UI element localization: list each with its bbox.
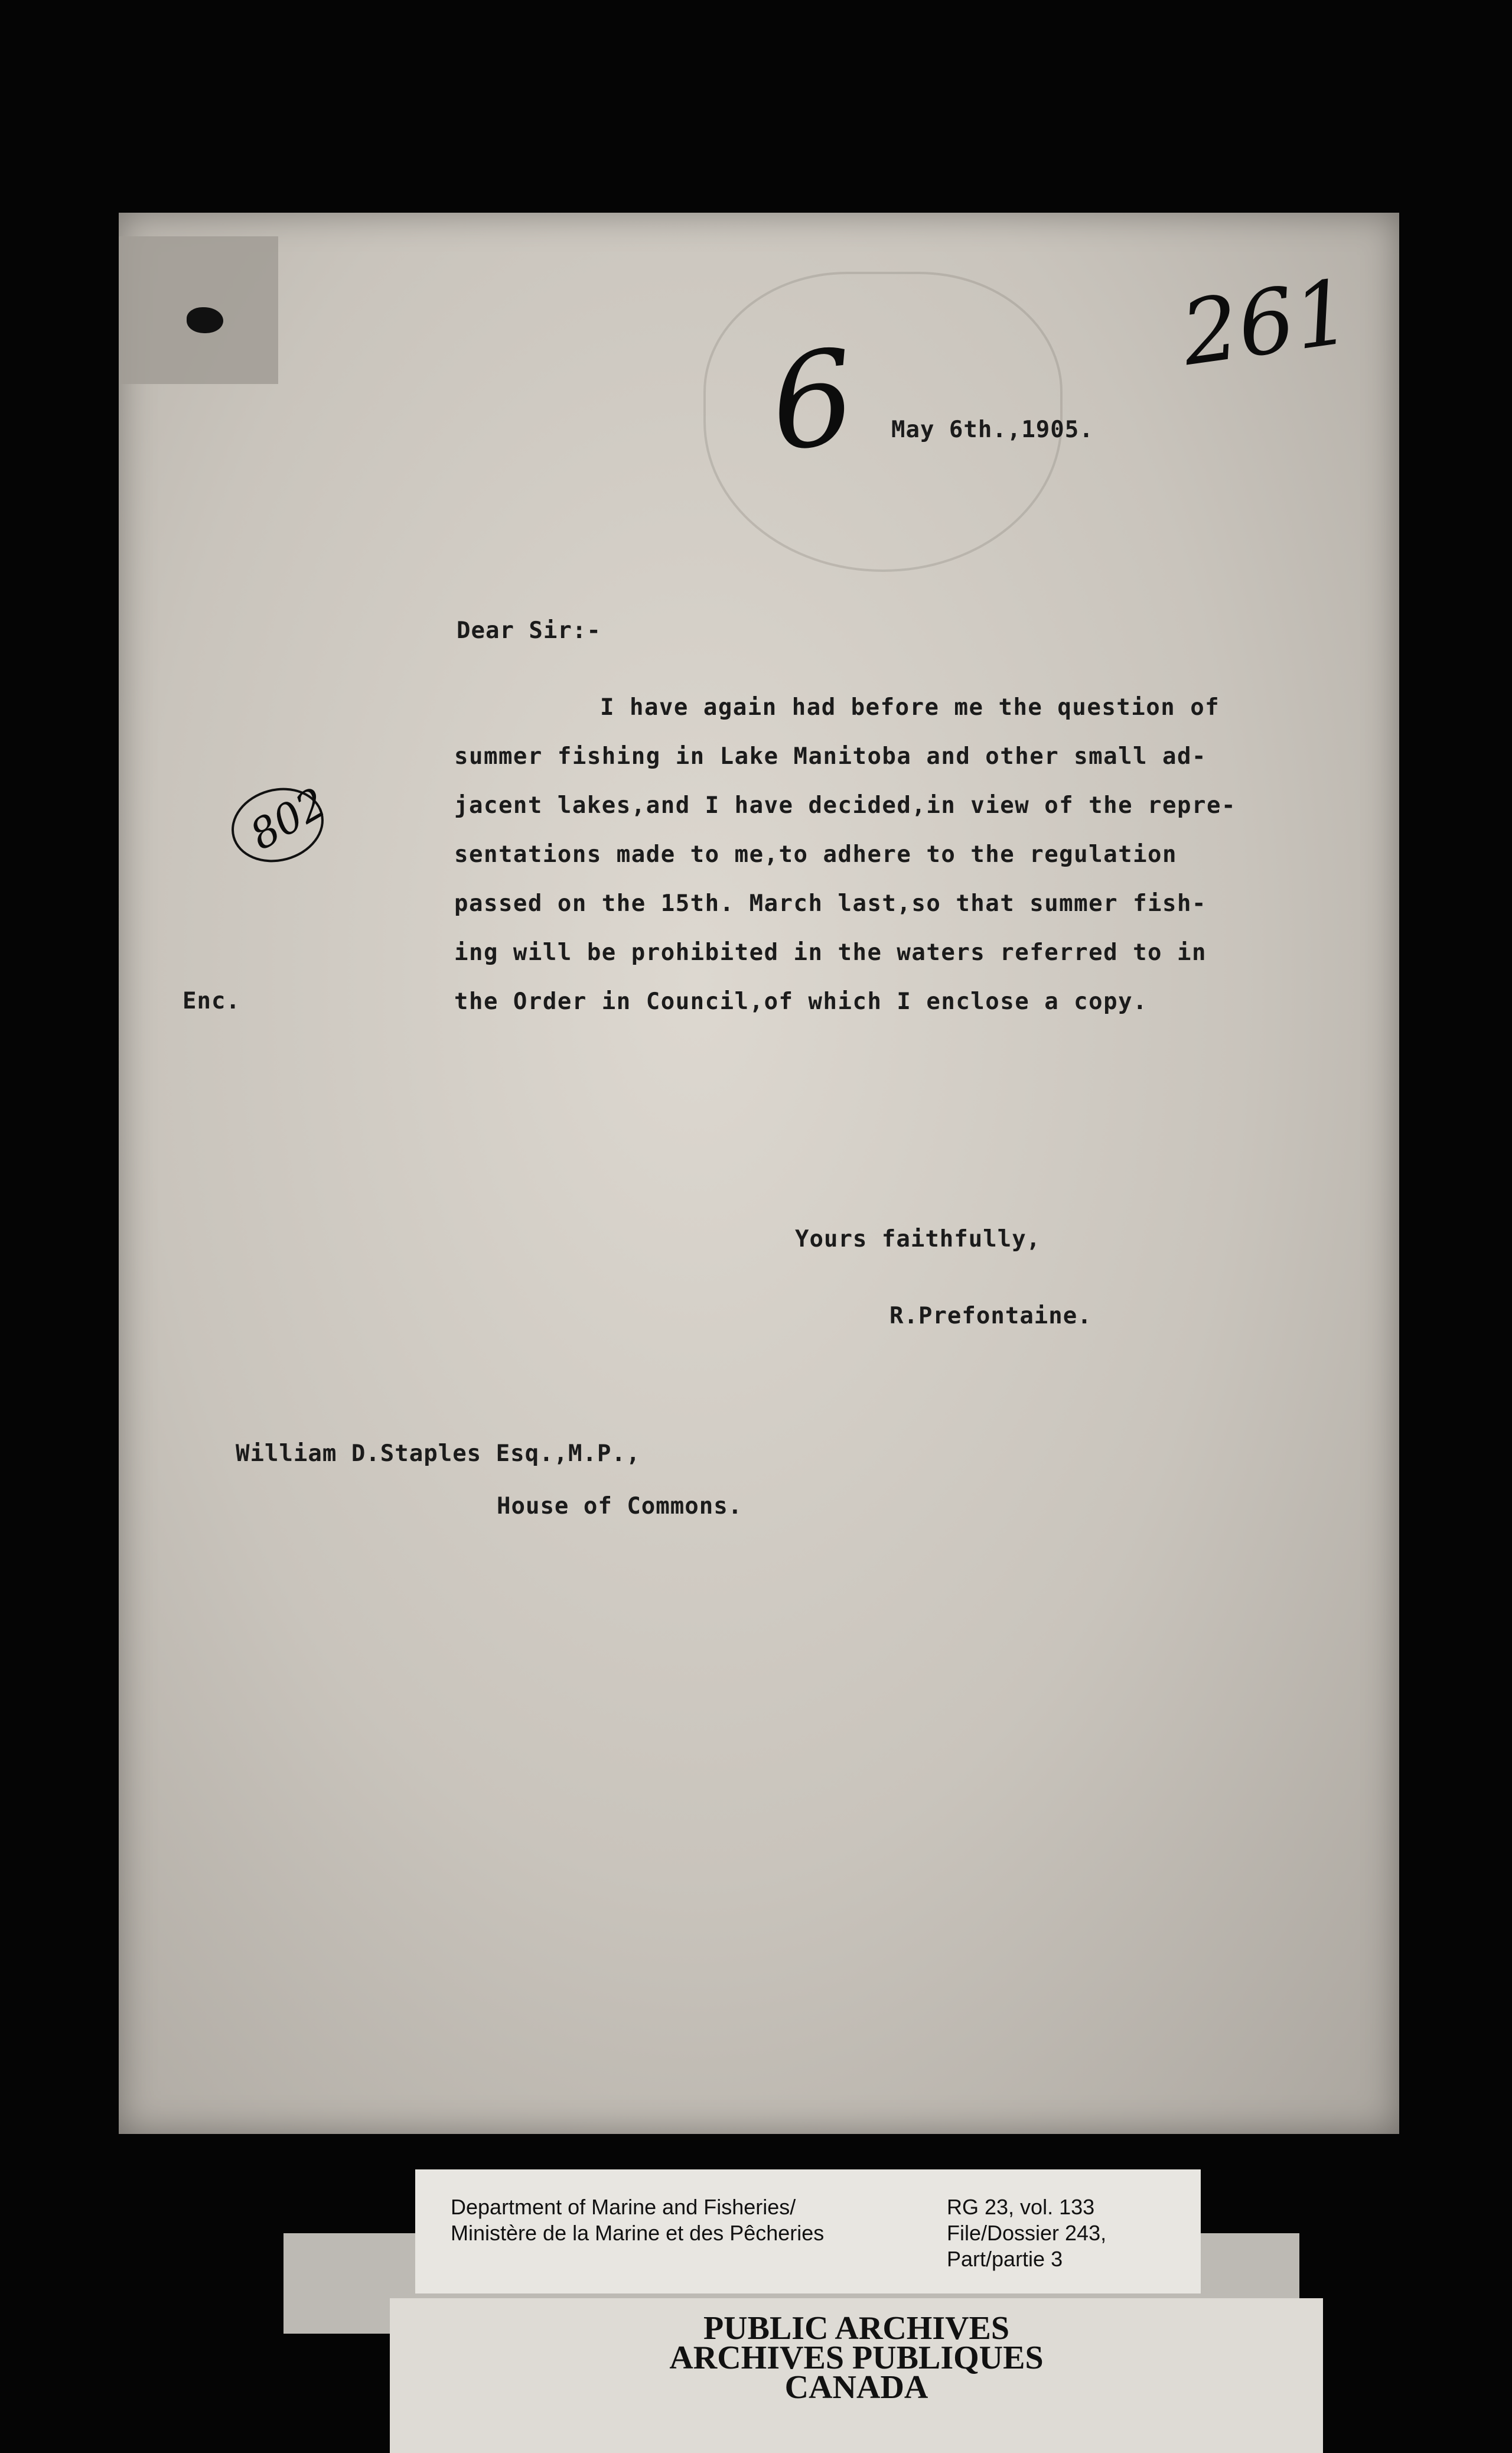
body-line: I have again had before me the question of — [600, 694, 1220, 721]
closing: Yours faithfully, — [795, 1226, 1041, 1252]
page-number: 261 — [1175, 260, 1358, 386]
reference-volume: RG 23, vol. 133 — [947, 2195, 1095, 2219]
circled-annotation: 802 — [242, 778, 335, 860]
department-text — [451, 2194, 824, 2246]
reference-text — [947, 2194, 1106, 2272]
department-en: Department of Marine and Fisheries/ — [451, 2195, 796, 2219]
recipient-name: William D.Staples Esq.,M.P., — [236, 1440, 641, 1467]
body-line: the Order in Council,of which I enclose a copy. — [454, 988, 1148, 1015]
signature: R.Prefontaine. — [889, 1303, 1092, 1329]
archive-reference-label — [415, 2169, 1201, 2293]
body-line: passed on the 15th. March last,so that summer fish- — [454, 890, 1207, 917]
reference-file: File/Dossier 243, — [947, 2221, 1107, 2245]
reference-part: Part/partie 3 — [947, 2247, 1063, 2271]
salutation: Dear Sir:- — [457, 617, 601, 644]
letter-date: May 6th.,1905. — [891, 417, 1094, 443]
ink-blot — [187, 307, 223, 333]
body-line: jacent lakes,and I have decided,in view of the repre- — [454, 792, 1236, 819]
department-fr: Ministère de la Marine et des Pêcheries — [451, 2221, 825, 2245]
enclosure-note: Enc. — [183, 988, 240, 1014]
recipient-address: House of Commons. — [497, 1493, 743, 1520]
body-line: sentations made to me,to adhere to the regulation — [454, 841, 1178, 868]
archives-stamp-line1: PUBLIC ARCHIVES — [703, 2310, 1010, 2347]
archives-stamp — [390, 2298, 1323, 2453]
body-line: summer fishing in Lake Manitoba and other small ad- — [454, 743, 1207, 770]
handwritten-mark: 6 — [764, 321, 862, 480]
archives-stamp-line3: CANADA — [784, 2369, 928, 2406]
letter-page — [119, 213, 1399, 2134]
body-line: ing will be prohibited in the waters referred to in — [454, 939, 1207, 966]
archives-stamp-line2: ARCHIVES PUBLIQUES — [669, 2340, 1044, 2376]
